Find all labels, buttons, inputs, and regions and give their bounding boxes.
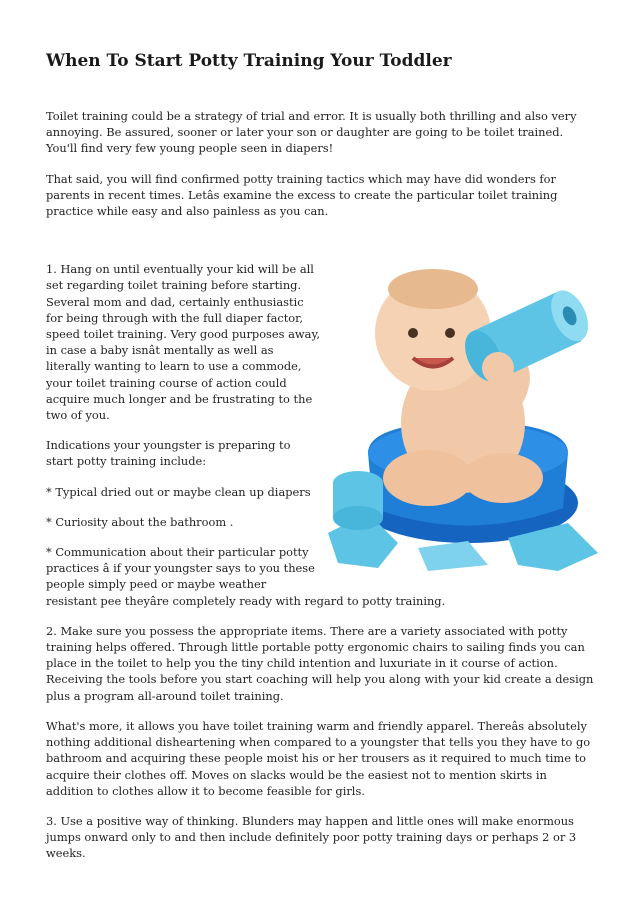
point-2: 2. Make sure you possess the appropriate items. There are a variety associated with potty training helps offered. Through little portable potty ergonomic chairs to sailing finds you can place in the toilet to help you the tiny child intention and luxuriate in it course of action. Receiving the tools before you start coaching will help you along with your kid create a design plus a program all-around toilet training.: [46, 623, 594, 703]
indications-heading: Indications your youngster is preparing to start potty training include:: [46, 438, 291, 469]
point-2-more: What's more, it allows you have toilet training warm and friendly apparel. Thereâs absolutely nothing additional disheartening when compared to a youngster that tells you they have to go bathroom and acquiring these people moist his or her trousers as it required to much time to acquire their clothes off. Moves on slacks would be the easiest not to mention skirts in addition to clothes allow it to become feasible for girls.: [46, 718, 591, 798]
sign-3: * Communication about their particular potty practices â if your youngster says to you these people simply peed or maybe weather resistant pee theyâre completely ready with regard to potty training.: [46, 545, 446, 608]
sign-1: * Typical dried out or maybe clean up diapers: [46, 484, 311, 499]
point-3: 3. Use a positive way of thinking. Blunders may happen and little ones will make enormous jumps onward only to and then include definitely poor potty training days or perhaps 2 or 3 weeks.: [46, 813, 577, 861]
intro-paragraph-1: Toilet training could be a strategy of trial and error. It is usually both thrilling and also very annoying. Be assured, sooner or later your son or daughter are going to be toilet trained. You'll find very few young people seen in diapers!: [46, 109, 577, 156]
intro-paragraph-2: That said, you will find confirmed potty training tactics which may have did wonders for parents in recent times. Letâs examine the excess to create the particular toilet training practice while easy and also painless as you can.: [46, 171, 558, 219]
article-title: When To Start Potty Training Your Toddler: [46, 51, 452, 71]
point-1: 1. Hang on until eventually your kid will be all set regarding toilet training before starting. Several mom and dad, certainly enthusiastic for being through with the full diaper factor, speed toilet training. Very good purposes away, in case a baby isnât mentally as well as literally wanting to learn to use a commode, your toilet training course of action could acquire much longer and be frustrating to the two of you.: [46, 262, 320, 423]
article: [46, 50, 594, 876]
sign-2: * Curiosity about the bathroom .: [46, 514, 234, 529]
baby-photo-illustration: [328, 253, 606, 573]
baby-on-potty-photo: [328, 253, 606, 573]
